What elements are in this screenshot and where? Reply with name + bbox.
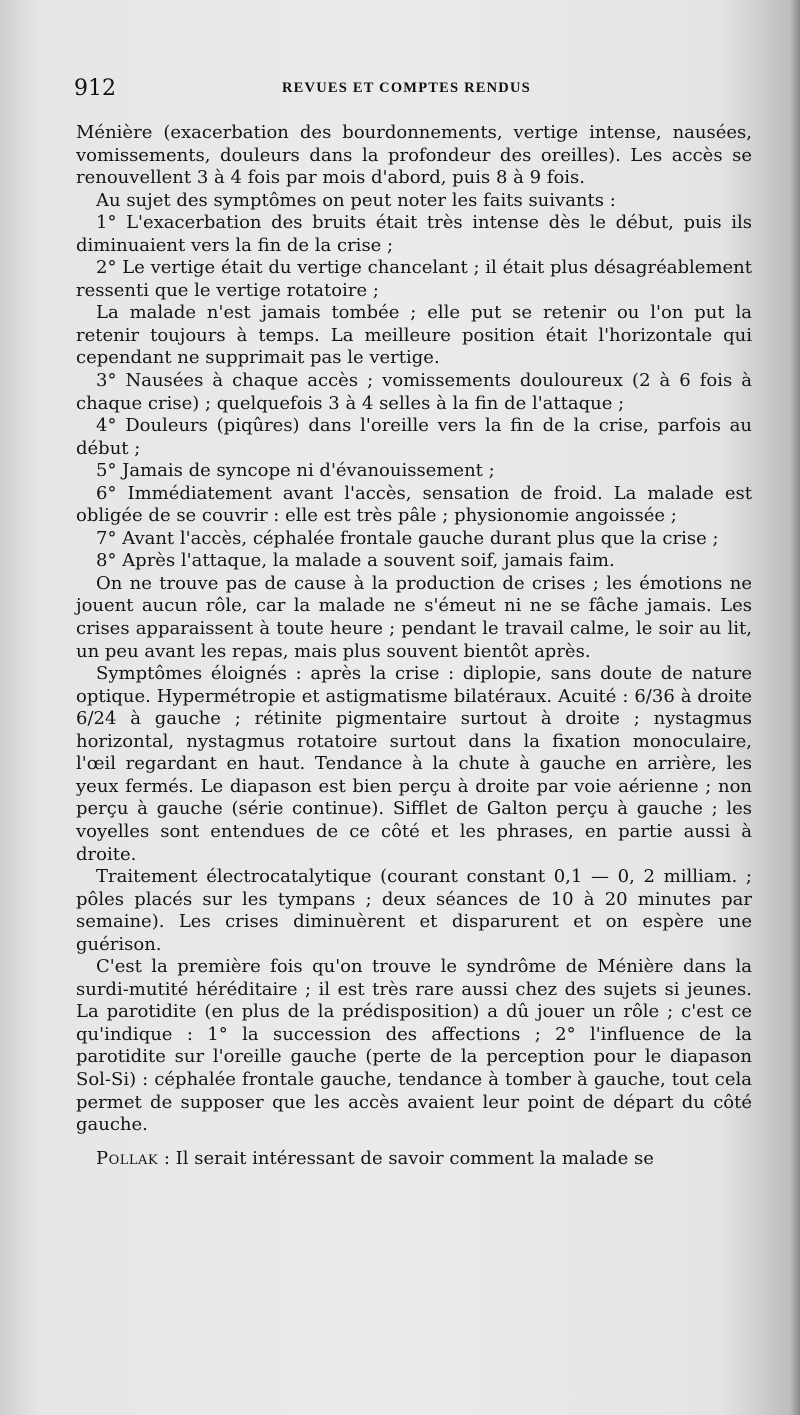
paragraph-item-8: 8° Après l'attaque, la malade a souvent soif, jamais faim. <box>96 550 615 572</box>
paragraph-continuation: Ménière (exacerbation des bourdonnements, vertige intense, nausées, vomissements, douleurs dans la profondeur des oreilles). Les accès se renouvellent 3 à 4 fois par mois d'abord, puis 8 à 9 fois. <box>76 122 752 189</box>
paragraph-treatment: Traitement électrocatalytique (courant constant 0,1 — 0, 2 milliam. ; pôles placés sur les tympans ; deux séances de 10 à 20 minutes par semaine). Les crises diminuèrent et disparurent et on espère une guérison. <box>76 866 752 955</box>
paragraph-causes: On ne trouve pas de cause à la production de crises ; les émotions ne jouent aucun rôle, car la malade ne s'émeut ni ne se fâche jamais. Les crises apparaissent à toute heure ; pendant le travail calme, le soir au lit, un peu avant les repas, mais plus souvent bientôt après. <box>76 572 752 662</box>
discussion-speaker: Pollak <box>96 1147 159 1169</box>
discussion-text: : Il serait intéressant de savoir comment la malade se <box>158 1147 654 1169</box>
running-head: REVUES ET COMPTES RENDUS <box>282 80 531 96</box>
paragraph-remote-symptoms: Symptômes éloignés : après la crise : diplopie, sans doute de nature optique. Hypermétropie et astigmatisme bilatéraux. Acuité : 6/36 à droite 6/24 à gauche ; rétinite pigmentaire surtout à droite ; nystagmus horizontal, nystagmus rotatoire surtout dans la fixation monoculaire, l'œil regardant en haut. Tendance à la chute à gauche en arrière, les yeux fermés. Le diapason est bien perçu à droite par voie aérienne ; non perçu à gauche (série continue). Sifflet de Galton perçu à gauche ; les voyelles sont entendues de ce côté et les phrases, en partie aussi à droite. <box>76 663 752 865</box>
paragraph-item-4: 4° Douleurs (piqûres) dans l'oreille vers la fin de la crise, parfois au début ; <box>76 415 752 459</box>
paragraph-item-1: 1° L'exacerbation des bruits était très intense dès le début, puis ils diminuaient vers la fin de la crise ; <box>76 212 752 256</box>
page-number: 912 <box>74 76 116 101</box>
paragraph-fall-note: La malade n'est jamais tombée ; elle put se retenir ou l'on put la retenir toujours à temps. La meilleure position était l'horizontale qui cependant ne supprimait pas le vertige. <box>76 302 752 369</box>
paragraph-item-6: 6° Immédiatement avant l'accès, sensation de froid. La malade est obligée de se couvrir : elle est très pâle ; physionomie angoissée ; <box>76 482 752 527</box>
paragraph-item-7: 7° Avant l'accès, céphalée frontale gauche durant plus que la crise ; <box>96 527 719 549</box>
paragraph-symptoms-intro: Au sujet des symptômes on peut noter les faits suivants : <box>96 189 616 211</box>
paragraph-item-2: 2° Le vertige était du vertige chancelant ; il était plus désagréablement ressenti que le vertige rotatoire ; <box>76 257 752 301</box>
paragraph-discussion <box>76 1148 752 1171</box>
paragraph-item-3: 3° Nausées à chaque accès ; vomissements douloureux (2 à 6 fois à chaque crise) ; quelquefois 3 à 4 selles à la fin de l'attaque ; <box>76 370 752 414</box>
paragraph-item-5: 5° Jamais de syncope ni d'évanouissement ; <box>96 460 495 482</box>
body-text <box>76 122 752 1170</box>
paragraph-conclusion: C'est la première fois qu'on trouve le syndrôme de Ménière dans la surdi-mutité héréditaire ; il est très rare aussi chez des sujets si jeunes. La parotidite (en plus de la prédisposition) a dû jouer un rôle ; c'est ce qu'indique : 1° la succession des affections ; 2° l'influence de la parotidite sur l'oreille gauche (perte de la perception pour le diapason Sol-Si) : céphalée frontale gauche, tendance à tomber à gauche, tout cela permet de supposer que les accès avaient leur point de départ du côté gauche. <box>76 956 752 1136</box>
